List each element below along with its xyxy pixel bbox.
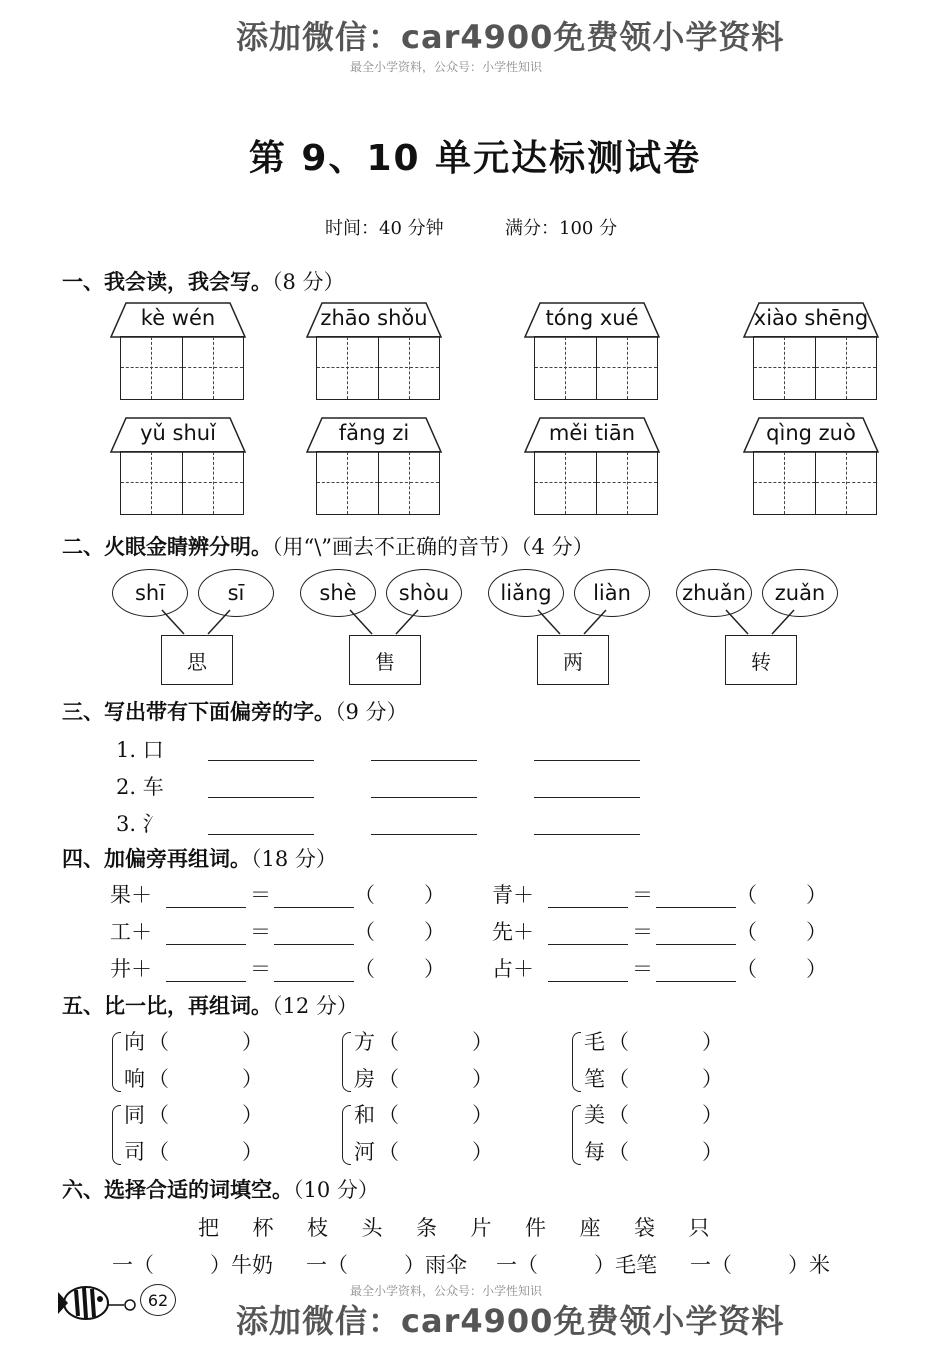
word-answer-space[interactable] [376, 881, 424, 905]
section-1-points: （8 分） [272, 270, 345, 294]
base-character: 工＋ [110, 920, 152, 944]
section-5-points: （12 分） [272, 994, 358, 1018]
pinyin-label: fǎng zi [338, 421, 410, 445]
writing-cell[interactable] [754, 452, 815, 514]
writing-cell[interactable] [378, 452, 439, 514]
fish-icon [58, 1278, 143, 1328]
house-roof [306, 417, 442, 451]
character-blank[interactable] [656, 981, 736, 982]
section-1-heading [62, 266, 345, 296]
watermark-top-faint: 最全小学资料，公众号：小学性知识 [350, 60, 543, 74]
writing-cell[interactable] [317, 337, 378, 399]
paren-close: ） [702, 1140, 723, 1164]
time-label: 时间：40 分钟 [325, 218, 444, 239]
answer-blank[interactable] [534, 834, 640, 835]
compare-character: 响 [124, 1067, 145, 1091]
paren-open: （ [736, 957, 757, 981]
compare-character: 河 [354, 1140, 375, 1164]
blank-suffix: ）毛笔 [594, 1253, 657, 1277]
pinyin-label: kè wén [140, 306, 216, 330]
compare-character: 房 [354, 1067, 375, 1091]
character-blank[interactable] [274, 907, 354, 908]
writing-cell[interactable] [596, 452, 657, 514]
writing-cell[interactable] [754, 337, 815, 399]
character-box: 两 [537, 635, 609, 685]
syllable-option[interactable]: liàn [574, 569, 650, 617]
paren-open: （ [148, 1103, 169, 1127]
paren-close: ） [472, 1140, 493, 1164]
equals-sign: ＝ [632, 957, 653, 981]
answer-blank[interactable] [534, 760, 640, 761]
measure-word-option: 条 [416, 1216, 437, 1240]
pinyin-label: xiào shēng [753, 306, 869, 330]
house-roof [743, 417, 879, 451]
measure-word-option: 把 [198, 1216, 219, 1240]
compare-character: 向 [124, 1030, 145, 1054]
measure-word-option: 杯 [252, 1216, 274, 1240]
paren-open: （ [148, 1140, 169, 1164]
word-answer-space[interactable] [172, 1101, 242, 1125]
page-number: 62 [140, 1284, 176, 1316]
word-answer-space[interactable] [172, 1138, 242, 1162]
section-2-title: 二、火眼金睛辨分明。 [62, 535, 272, 559]
house-roof [110, 417, 246, 451]
house-roof [306, 302, 442, 336]
brace-icon [112, 1105, 121, 1165]
character-blank[interactable] [274, 944, 354, 945]
pinyin-house [524, 302, 660, 402]
writing-cell[interactable] [317, 452, 378, 514]
blank-prefix: 一（ [306, 1253, 348, 1277]
paren-close: ） [472, 1103, 493, 1127]
paren-close: ） [242, 1140, 263, 1164]
radical-item: 2. 车 [116, 775, 164, 799]
base-character: 青＋ [492, 883, 534, 907]
compare-character: 司 [124, 1140, 145, 1164]
writing-cell[interactable] [182, 337, 243, 399]
writing-cell[interactable] [596, 337, 657, 399]
radical-item: 1. 口 [116, 738, 164, 762]
paren-close: ） [702, 1067, 723, 1091]
paren-open: （ [378, 1067, 399, 1091]
radical-blank[interactable] [548, 907, 628, 908]
answer-blank[interactable] [208, 760, 314, 761]
section-6-title: 六、选择合适的词填空。 [62, 1178, 293, 1202]
character-box: 转 [725, 635, 797, 685]
house-roof [743, 302, 879, 336]
house-roof [524, 302, 660, 336]
character-box: 售 [349, 635, 421, 685]
word-answer-space[interactable] [758, 955, 806, 979]
watermark-bottom-faint: 最全小学资料，公众号：小学性知识 [350, 1284, 543, 1298]
base-character: 占＋ [492, 957, 534, 981]
writing-grid[interactable] [120, 336, 244, 400]
writing-cell[interactable] [535, 452, 596, 514]
syllable-option[interactable]: zhuǎn [676, 569, 752, 617]
syllable-option[interactable]: sī [198, 569, 274, 617]
measure-word-blank[interactable] [350, 1251, 404, 1275]
measure-word-option: 件 [525, 1216, 546, 1240]
measure-word-option: 头 [361, 1216, 383, 1240]
section-6-heading [62, 1174, 379, 1204]
section-3-points: （9 分） [335, 700, 408, 724]
writing-cell[interactable] [815, 452, 876, 514]
pinyin-label: yǔ shuǐ [140, 421, 216, 445]
paren-open: （ [736, 883, 757, 907]
paren-open: （ [608, 1103, 629, 1127]
pinyin-house [110, 302, 246, 402]
pinyin-house [306, 302, 442, 402]
pinyin-label: qìng zuò [766, 421, 856, 445]
pinyin-house [110, 417, 246, 517]
section-3-title: 三、写出带有下面偏旁的字。 [62, 700, 335, 724]
brace-icon [572, 1105, 581, 1165]
compare-character: 毛 [584, 1030, 605, 1054]
radical-blank[interactable] [548, 944, 628, 945]
blank-prefix: 一（ [690, 1253, 732, 1277]
base-character: 果＋ [110, 883, 152, 907]
section-5-title: 五、比一比，再组词。 [62, 994, 272, 1018]
blank-suffix: ）牛奶 [210, 1253, 273, 1277]
answer-blank[interactable] [371, 760, 477, 761]
answer-blank[interactable] [208, 797, 314, 798]
word-answer-space[interactable] [632, 1101, 702, 1125]
base-character: 先＋ [492, 920, 534, 944]
brace-icon [112, 1032, 121, 1092]
paren-open: （ [148, 1067, 169, 1091]
word-answer-space[interactable] [758, 881, 806, 905]
measure-word-blank[interactable] [540, 1251, 594, 1275]
paren-open: （ [608, 1067, 629, 1091]
word-answer-space[interactable] [376, 918, 424, 942]
word-answer-space[interactable] [632, 1065, 702, 1089]
paren-close: ） [242, 1103, 263, 1127]
measure-word-option: 袋 [634, 1216, 655, 1240]
measure-word-option: 座 [579, 1216, 601, 1240]
writing-grid[interactable] [534, 336, 658, 400]
pinyin-label: měi tiān [548, 421, 636, 445]
measure-word-option: 枝 [307, 1216, 328, 1240]
writing-cell[interactable] [815, 337, 876, 399]
measure-word-option: 片 [470, 1216, 492, 1240]
paren-close: ） [242, 1030, 263, 1054]
word-answer-space[interactable] [172, 1065, 242, 1089]
syllable-option[interactable]: liǎng [488, 569, 564, 617]
house-roof [110, 302, 246, 336]
pinyin-house [743, 417, 879, 517]
word-answer-space[interactable] [402, 1101, 472, 1125]
paren-close: ） [702, 1030, 723, 1054]
radical-blank[interactable] [166, 907, 246, 908]
brace-icon [342, 1032, 351, 1092]
writing-cell[interactable] [378, 337, 439, 399]
syllable-option[interactable]: shī [112, 569, 188, 617]
house-roof [524, 417, 660, 451]
word-answer-space[interactable] [172, 1028, 242, 1052]
equals-sign: ＝ [250, 920, 271, 944]
writing-grid[interactable] [120, 451, 244, 515]
answer-blank[interactable] [371, 797, 477, 798]
brace-icon [572, 1032, 581, 1092]
measure-word-option: 只 [688, 1216, 710, 1240]
section-4-points: （18 分） [251, 847, 337, 871]
character-blank[interactable] [656, 944, 736, 945]
blank-suffix: ）雨伞 [404, 1253, 467, 1277]
blank-prefix: 一（ [112, 1253, 154, 1277]
score-label: 满分：100 分 [505, 218, 618, 239]
equals-sign: ＝ [632, 920, 653, 944]
word-answer-space[interactable] [402, 1028, 472, 1052]
writing-grid[interactable] [316, 451, 440, 515]
character-blank[interactable] [656, 907, 736, 908]
radical-blank[interactable] [548, 981, 628, 982]
word-answer-space[interactable] [402, 1065, 472, 1089]
paren-close: ） [806, 883, 827, 907]
pinyin-house [306, 417, 442, 517]
paren-open: （ [148, 1030, 169, 1054]
watermark-top: 添加微信：car4900免费领小学资料 [236, 18, 785, 56]
section-2-instructions: （用“\”画去不正确的音节）（4 分） [272, 535, 594, 559]
blank-suffix: ）米 [788, 1253, 830, 1277]
paren-open: （ [354, 920, 375, 944]
syllable-option[interactable]: shè [300, 569, 376, 617]
compare-character: 每 [584, 1140, 605, 1164]
word-answer-space[interactable] [402, 1138, 472, 1162]
equals-sign: ＝ [632, 883, 653, 907]
paren-close: ） [424, 920, 445, 944]
pinyin-label: tóng xué [545, 306, 639, 330]
section-5-heading [62, 990, 358, 1020]
writing-grid[interactable] [753, 336, 877, 400]
compare-character: 方 [354, 1030, 375, 1054]
radical-blank[interactable] [166, 981, 246, 982]
section-4-heading [62, 843, 337, 873]
compare-character: 笔 [584, 1067, 605, 1091]
blank-prefix: 一（ [496, 1253, 538, 1277]
equals-sign: ＝ [250, 883, 271, 907]
paren-open: （ [378, 1140, 399, 1164]
pinyin-house [524, 417, 660, 517]
base-character: 井＋ [110, 957, 152, 981]
compare-character: 同 [124, 1103, 145, 1127]
compare-character: 和 [354, 1103, 375, 1127]
paren-close: ） [806, 957, 827, 981]
syllable-option[interactable]: zuǎn [762, 569, 838, 617]
paren-open: （ [608, 1140, 629, 1164]
character-box: 思 [161, 635, 233, 685]
character-blank[interactable] [274, 981, 354, 982]
writing-cell[interactable] [121, 337, 182, 399]
word-answer-space[interactable] [376, 955, 424, 979]
section-1-title: 一、我会读，我会写。 [62, 270, 272, 294]
equals-sign: ＝ [250, 957, 271, 981]
page-title: 第 9、10 单元达标测试卷 [248, 138, 702, 179]
section-2-heading [62, 531, 594, 561]
watermark-bottom: 添加微信：car4900免费领小学资料 [236, 1302, 785, 1340]
paren-close: ） [424, 957, 445, 981]
answer-blank[interactable] [534, 797, 640, 798]
section-6-points: （10 分） [293, 1178, 379, 1202]
word-answer-space[interactable] [632, 1028, 702, 1052]
paren-close: ） [702, 1103, 723, 1127]
word-answer-space[interactable] [758, 918, 806, 942]
pinyin-label: zhāo shǒu [320, 306, 428, 330]
measure-word-blank[interactable] [156, 1251, 210, 1275]
writing-cell[interactable] [182, 452, 243, 514]
paren-close: ） [424, 883, 445, 907]
paren-open: （ [354, 957, 375, 981]
section-3-heading [62, 696, 408, 726]
writing-cell[interactable] [121, 452, 182, 514]
pinyin-house [743, 302, 879, 402]
radical-item: 3. 氵 [116, 812, 164, 836]
compare-character: 美 [584, 1103, 605, 1127]
brace-icon [342, 1105, 351, 1165]
writing-grid[interactable] [753, 451, 877, 515]
paren-open: （ [354, 883, 375, 907]
paren-close: ） [242, 1067, 263, 1091]
paren-open: （ [378, 1103, 399, 1127]
writing-grid[interactable] [534, 451, 658, 515]
measure-word-blank[interactable] [734, 1251, 788, 1275]
syllable-option[interactable]: shòu [386, 569, 462, 617]
paren-close: ） [472, 1067, 493, 1091]
radical-blank[interactable] [166, 944, 246, 945]
paren-open: （ [378, 1030, 399, 1054]
paren-close: ） [806, 920, 827, 944]
answer-blank[interactable] [371, 834, 477, 835]
paren-open: （ [736, 920, 757, 944]
paren-close: ） [472, 1030, 493, 1054]
word-answer-space[interactable] [632, 1138, 702, 1162]
paren-open: （ [608, 1030, 629, 1054]
section-4-title: 四、加偏旁再组词。 [62, 847, 251, 871]
writing-cell[interactable] [535, 337, 596, 399]
answer-blank[interactable] [208, 834, 314, 835]
writing-grid[interactable] [316, 336, 440, 400]
